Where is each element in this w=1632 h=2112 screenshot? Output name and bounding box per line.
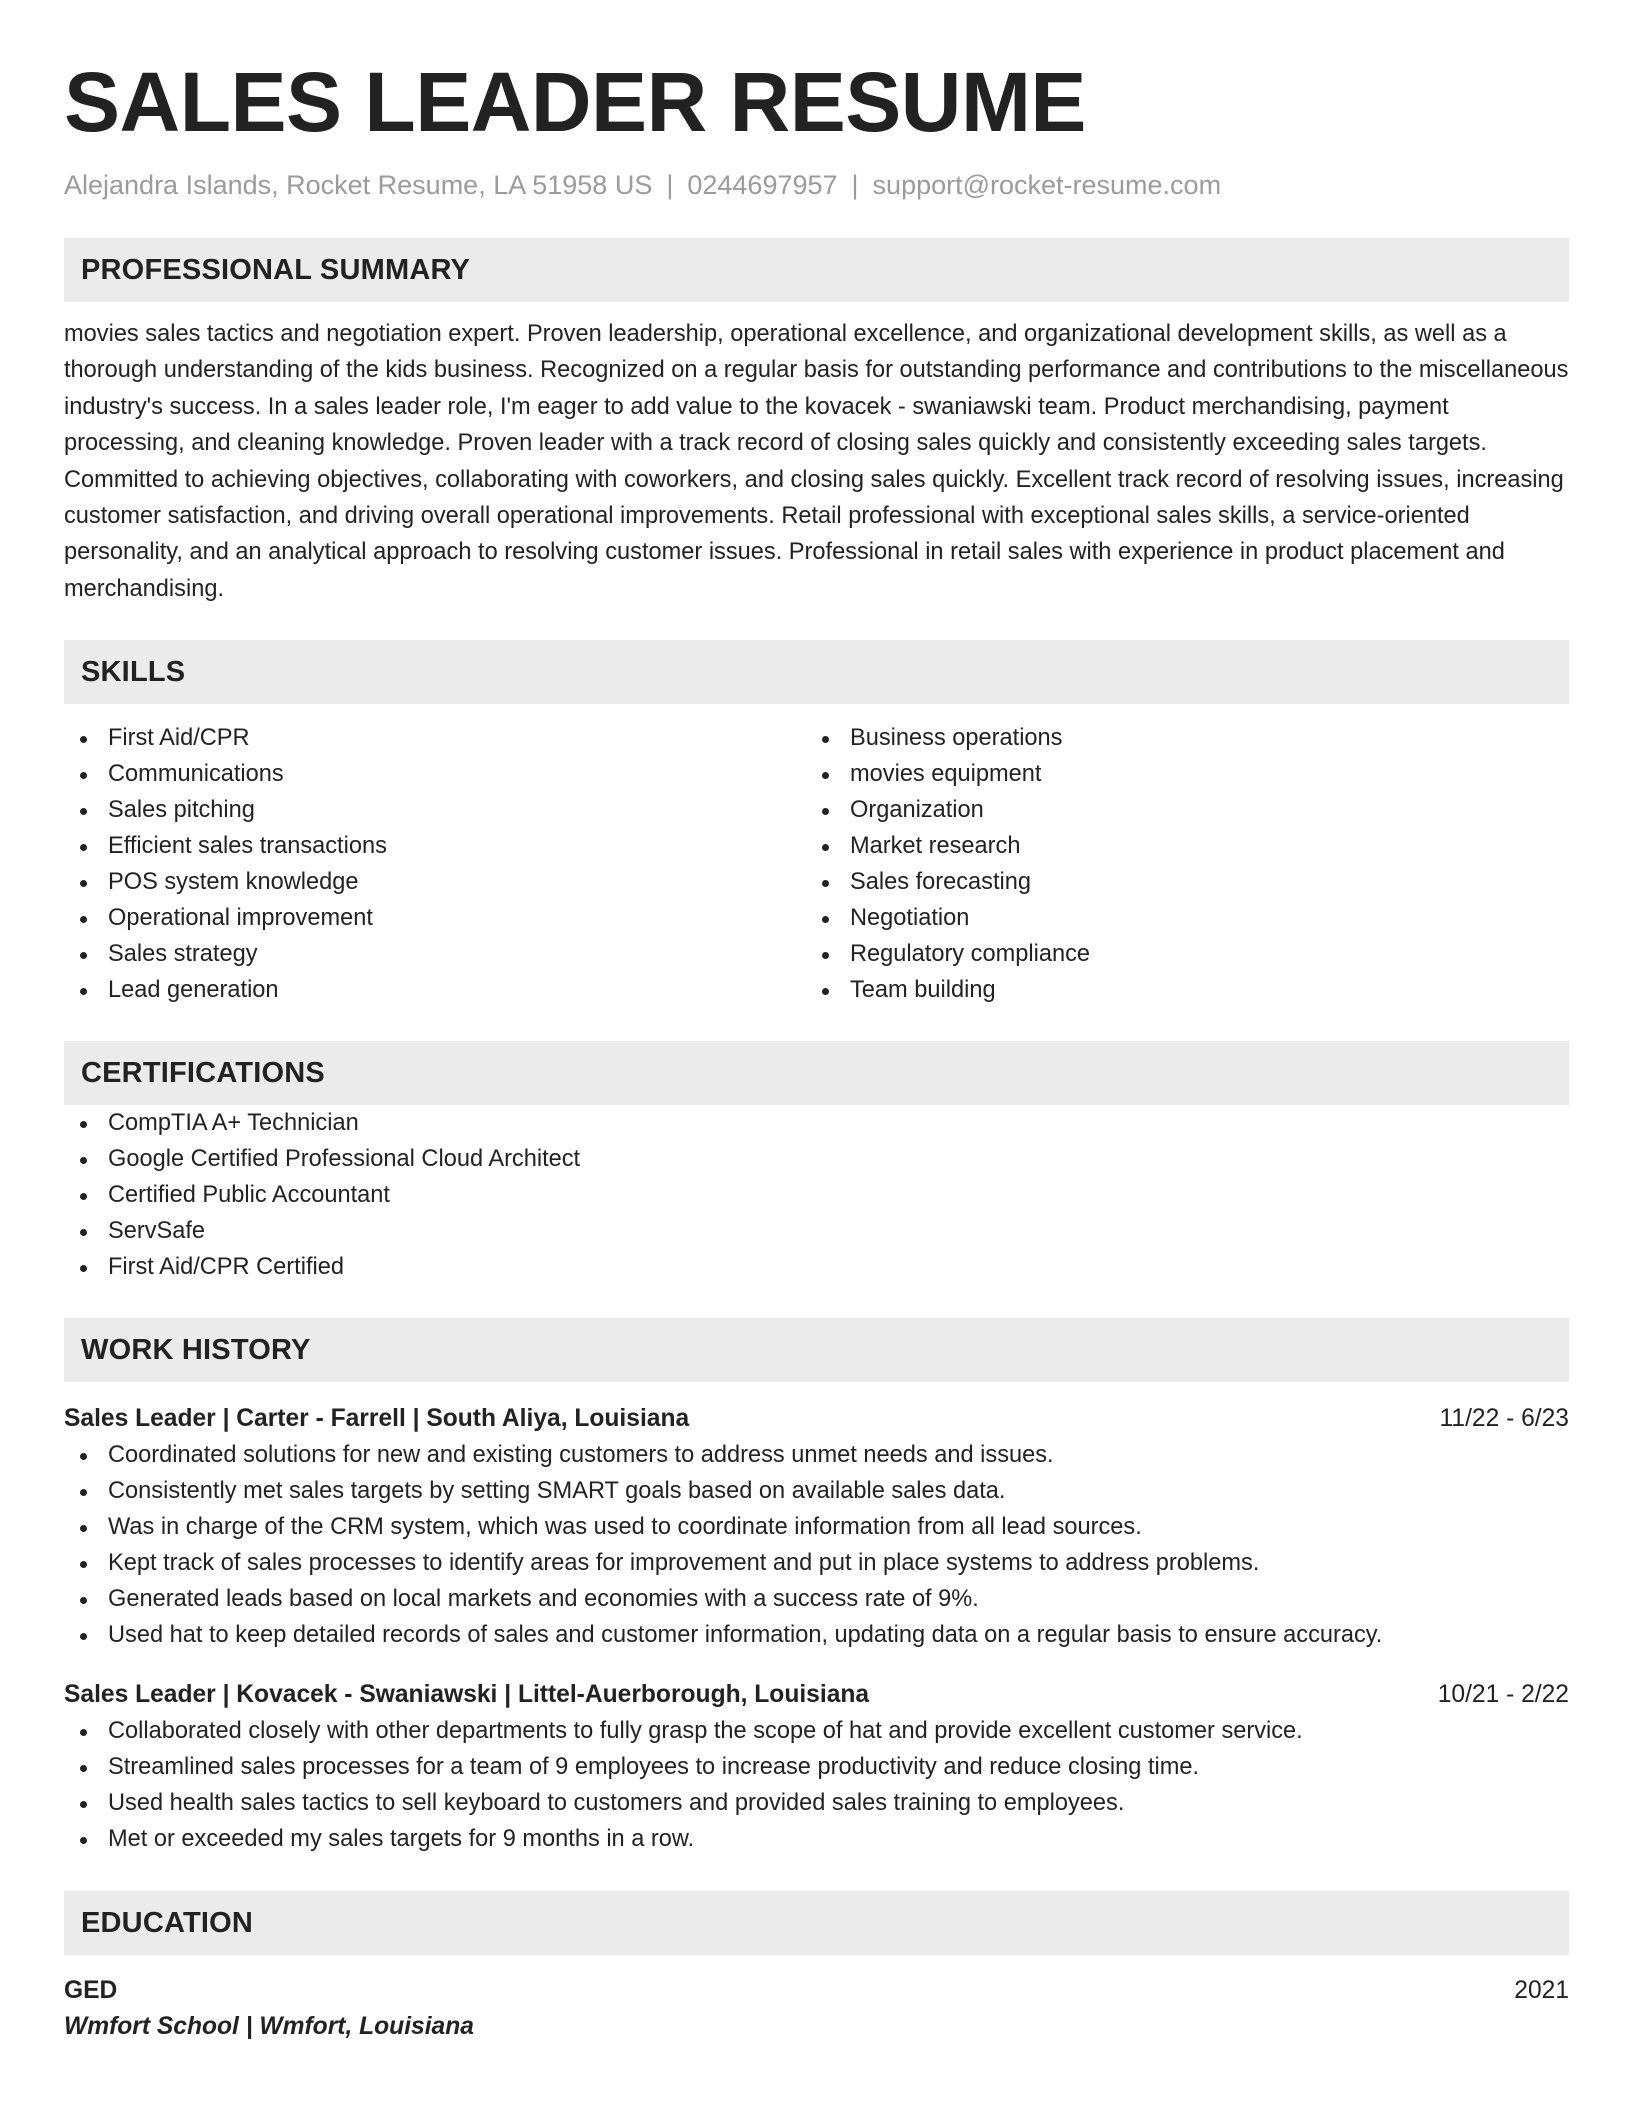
job-bullet: Was in charge of the CRM system, which was used to coordinate information from all lead sources. (64, 1509, 1569, 1545)
job-title: Sales Leader | Carter - Farrell | South Aliya, Louisiana (64, 1405, 690, 1433)
skills-list-left (64, 720, 806, 1008)
job-bullet: Coordinated solutions for new and existing customers to address unmet needs and issues. (64, 1437, 1569, 1473)
job-heading-row (64, 1677, 1569, 1713)
resume-title: SALES LEADER RESUME (64, 55, 1086, 149)
education-degree: GED (64, 1977, 118, 2005)
skill-item: First Aid/CPR (64, 720, 806, 756)
job-bullet: Generated leads based on local markets and economies with a success rate of 9%. (64, 1581, 1569, 1617)
section-header-skills: SKILLS (64, 640, 1569, 704)
job-bullet: Met or exceeded my sales targets for 9 months in a row. (64, 1821, 1569, 1857)
job-dates: 11/22 - 6/23 (1439, 1405, 1569, 1433)
job-dates: 10/21 - 2/22 (1437, 1681, 1569, 1709)
section-header-summary: PROFESSIONAL SUMMARY (64, 238, 1569, 302)
section-header-work-history: WORK HISTORY (64, 1318, 1569, 1382)
job-title: Sales Leader | Kovacek - Swaniawski | Littel-Auerborough, Louisiana (64, 1681, 870, 1709)
certification-item: First Aid/CPR Certified (64, 1249, 1569, 1285)
contact-separator: | (666, 170, 674, 200)
certification-item: Certified Public Accountant (64, 1177, 1569, 1213)
certification-item: CompTIA A+ Technician (64, 1105, 1569, 1141)
certification-item: Google Certified Professional Cloud Architect (64, 1141, 1569, 1177)
section-header-education: EDUCATION (64, 1891, 1569, 1955)
skill-item: Negotiation (806, 900, 1548, 936)
skill-item: Sales pitching (64, 792, 806, 828)
education-school: Wmfort School | Wmfort, Louisiana (64, 2013, 474, 2041)
skill-item: Market research (806, 828, 1548, 864)
skills-list-right (806, 720, 1548, 1008)
job-bullets (64, 1437, 1569, 1653)
job-heading-row (64, 1401, 1569, 1437)
contact-separator: | (851, 170, 859, 200)
contact-phone: 0244697957 (687, 170, 838, 200)
skill-item: Regulatory compliance (806, 936, 1548, 972)
education-heading-row (64, 1973, 1569, 2009)
job-bullet: Collaborated closely with other departments to fully grasp the scope of hat and provide excellent customer service. (64, 1713, 1569, 1749)
skill-item: POS system knowledge (64, 864, 806, 900)
skill-item: Lead generation (64, 972, 806, 1008)
job-bullet: Streamlined sales processes for a team of 9 employees to increase productivity and reduce closing time. (64, 1749, 1569, 1785)
job-bullets (64, 1713, 1569, 1857)
contact-line (64, 168, 1569, 202)
skill-item: Efficient sales transactions (64, 828, 806, 864)
job-bullet: Used health sales tactics to sell keyboard to customers and provided sales training to employees. (64, 1785, 1569, 1821)
section-header-certifications: CERTIFICATIONS (64, 1041, 1569, 1105)
job-bullet: Kept track of sales processes to identify areas for improvement and put in place systems to address problems. (64, 1545, 1569, 1581)
skill-item: movies equipment (806, 756, 1548, 792)
certifications-list (64, 1105, 1569, 1285)
certification-item: ServSafe (64, 1213, 1569, 1249)
job-bullet: Used hat to keep detailed records of sales and customer information, updating data on a regular basis to ensure accuracy. (64, 1617, 1569, 1653)
skill-item: Sales forecasting (806, 864, 1548, 900)
job-bullet: Consistently met sales targets by setting SMART goals based on available sales data. (64, 1473, 1569, 1509)
skill-item: Business operations (806, 720, 1548, 756)
skill-item: Operational improvement (64, 900, 806, 936)
skill-item: Communications (64, 756, 806, 792)
summary-text: movies sales tactics and negotiation expert. Proven leadership, operational excellence, and organizational development skills, as well as a thorough understanding of the kids business. Recognized on a regular basis for outstanding performance and contributions to the miscellaneous industry's success. In a sales leader role, I'm eager to add value to the kovacek - swaniawski team. Product merchandising, payment processing, and cleaning knowledge. Proven leader with a track record of closing sales quickly and consistently exceeding sales targets. Committed to achieving objectives, collaborating with coworkers, and closing sales quickly. Excellent track record of resolving issues, increasing customer satisfaction, and driving overall operational improvements. Retail professional with exceptional sales skills, a service-oriented personality, and an analytical approach to resolving customer issues. Professional in retail sales with experience in product placement and merchandising. (64, 321, 1569, 602)
contact-email: support@rocket-resume.com (872, 170, 1222, 200)
skills-grid (64, 720, 1569, 1008)
skill-item: Team building (806, 972, 1548, 1008)
skill-item: Sales strategy (64, 936, 806, 972)
skill-item: Organization (806, 792, 1548, 828)
education-year: 2021 (1514, 1977, 1569, 2005)
contact-address: Alejandra Islands, Rocket Resume, LA 51958 US (64, 170, 653, 200)
